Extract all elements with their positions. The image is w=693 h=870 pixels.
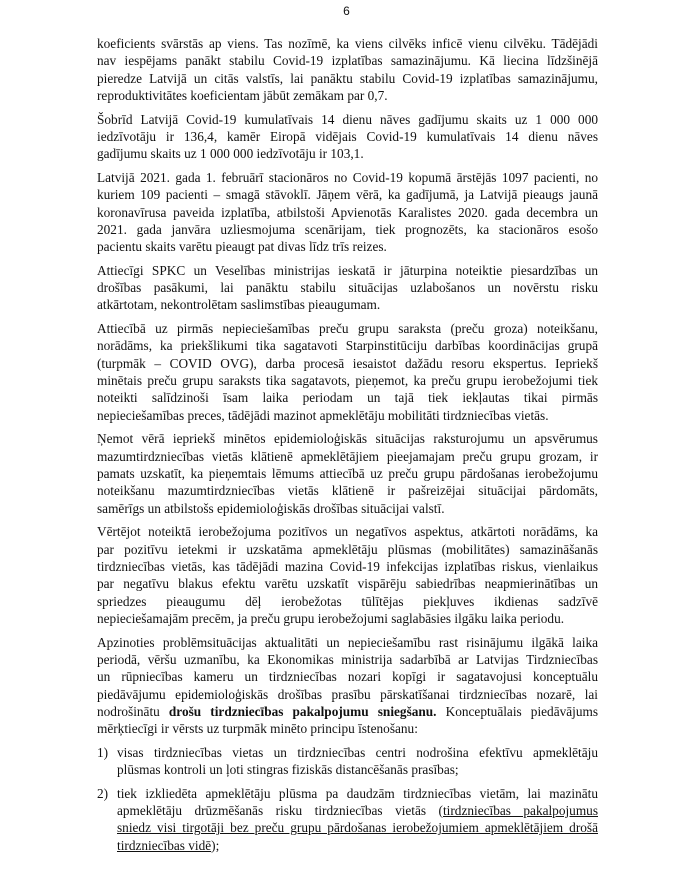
text-line: Attiecībā uz pirmās nepieciešamības preču grupu saraksta (preču groza) noteikšanu, (97, 320, 598, 336)
text-segment: nodrošinātu (97, 704, 169, 720)
text-line: iedzīvotāju ir 136,4, kamēr Eiropā vidējais Covid-19 kumulatīvais 14 dienu nāves (97, 128, 598, 144)
text-line: periodā, vēršu uzmanību, ka Ekonomikas ministrija sadarbībā ar Latvijas Tirdzniecības (97, 651, 598, 667)
text-line: kuriem 109 pacienti – smagā stāvoklī. Jāņem vērā, ka gadījumā, ja Latvijā pieaugs jaunā (97, 187, 598, 203)
text-line: spriedzes pieaugumu dēļ ierobežotas tūlītējas piekļuves ikdienas sadzīvē (97, 593, 598, 609)
text-line: plūsmas kontroli un ļoti stingras fiziskās distancēšanās prasības; (117, 762, 459, 778)
paragraph (97, 35, 598, 105)
text-line: Vērtējot noteiktā ierobežojuma pozitīvos un negatīvos aspektus, atkārtoti norādāms, ka (97, 524, 598, 540)
text-segment: Konceptuālais piedāvājums (436, 704, 599, 720)
text-line: koronavīrusa paveida izplatība, atbilstoši Apvienotās Karalistes 2020. gada decembra un (97, 204, 598, 220)
text-line: piedāvājumu epidemioloģiskās drošības prasību pārskatīšanai tirdzniecības nozarē, lai (97, 686, 598, 702)
text-line: noteikti salīdzinoši īsam laika periodam un tajā tiek iekļautas tikai pirmās (97, 390, 598, 406)
document-body (97, 35, 598, 860)
text-line: Ņemot vērā iepriekš minētos epidemioloģiskās situācijas raksturojumu un apsvērumus (97, 431, 598, 447)
text-line: visas tirdzniecības vietas un tirdzniecības centri nodrošina efektīvu apmeklētāju (117, 744, 598, 760)
text-line: nepieciešamības preces, tādējādi mazinot apmeklētāju mobilitāti tirdzniecības vietās. (97, 407, 549, 423)
paragraph (97, 523, 598, 627)
text-line: mērķtiecīgi ir vērsts uz turpmāk minēto principu īstenošanu: (97, 721, 418, 737)
text-segment: apmeklētāju drūzmēšanās risku tirdzniecības vietās ( (117, 803, 443, 819)
paragraph (97, 320, 598, 424)
text-line: par negatīvu blakus efektu varētu uzskatīt vispārēju sabiedrības neapmierinātības un (97, 576, 598, 592)
text-line (117, 819, 598, 836)
text-line: noteikšanu mazumtirdzniecības vietās klātienē ir pašreizējai situācijai pārdomāts, (97, 483, 598, 499)
paragraph (97, 262, 598, 314)
text-line: un rūpniecības kameru un tirdzniecības nozari kopīgi ir sagatavojusi konceptuālu (97, 669, 598, 685)
paragraph (97, 634, 598, 738)
text-line (117, 802, 598, 819)
text-line: Latvijā 2021. gada 1. februārī stacionāros no Covid-19 kopumā ārstējās 1097 pacienti, no (97, 169, 598, 185)
text-line: norādāms, ka priekšlikumi tika sagatavoti Starpinstitūciju darbības koordinācijas grupā (97, 338, 598, 354)
bold-text: drošu tirdzniecības pakalpojumu sniegšanu. (168, 704, 437, 720)
text-line (117, 837, 598, 854)
paragraph (97, 430, 598, 517)
text-line: 2021. gada janvāra uzliesmojuma scenārijam, tiek prognozēts, ka stacionāros esošo (97, 221, 598, 237)
underlined-text: tirdzniecības vidē (117, 837, 212, 853)
text-line: drošības pasākumi, lai panāktu stabilu situācijas uzlabošanos un novērstu risku (97, 280, 598, 296)
page-number: 6 (343, 4, 350, 18)
list-number: 2) (97, 785, 109, 801)
paragraph (97, 169, 598, 256)
text-line: pieredze Latvijā un citās valstīs, lai panāktu stabilu Covid-19 izplatības samazinājumu, (97, 70, 598, 86)
text-line: Apzinoties problēmsituācijas aktualitāti un nepieciešamību rast risinājumu ilgākā laika (97, 634, 598, 650)
text-line: nav iespējams panākt stabilu Covid-19 izplatības samazinājumu. Kā liecina līdzšinējā (97, 53, 598, 69)
text-line: minētais preču grupu saraksts tika sagatavots, pieņemot, ka preču grupu ierobežojumi tiek (97, 373, 598, 389)
text-line: samērīgs un atbilstošs epidemioloģiskās drošības situācijai valstī. (97, 500, 445, 516)
text-line: pacientu skaits varētu pieaugt pat divas līdz trīs reizes. (97, 239, 387, 255)
text-line (97, 703, 598, 720)
text-segment: ); (211, 837, 220, 853)
text-line: reproduktivitātes koeficientam jābūt zemākam par 0,7. (97, 88, 388, 104)
text-line: gadījumu skaits uz 1 000 000 iedzīvotāju ir 103,1. (97, 146, 364, 162)
text-line: Šobrīd Latvijā Covid-19 kumulatīvais 14 dienu nāves gadījumu skaits uz 1 000 000 (97, 111, 598, 127)
text-line: pamats uzskatīt, ka pieņemtais lēmums attiecībā uz preču grupu pārdošanas ierobežojumu (97, 465, 598, 481)
list-item-text (117, 744, 598, 779)
text-line: (turpmāk – COVID OVG), darba procesā iesaistot dažādu resoru ekspertus. Iepriekš (97, 355, 598, 371)
text-line: koeficients svārstās ap viens. Tas nozīmē, ka viens cilvēks inficē vienu cilvēku. Tādējādi (97, 36, 598, 51)
list-number: 1) (97, 744, 109, 760)
text-line: tiek izkliedēta apmeklētāju plūsma pa daudzām tirdzniecības vietām, lai mazinātu (117, 785, 598, 801)
underlined-text: sniedz visi tirgotāji bez preču grupu pārdošanas ierobežojumiem apmeklētājiem drošā (117, 820, 598, 836)
list-item-text (117, 785, 598, 855)
text-line: mazumtirdzniecības vietās klātienē apmeklētājiem pieejamajam preču grupu grozam, ir (97, 448, 598, 464)
text-line: par pozitīvu ietekmi ir uzskatāma apmeklētāju plūsmas (mobilitātes) samazināšanās (97, 541, 598, 557)
list-item (97, 785, 598, 855)
text-line: Attiecīgi SPKC un Veselības ministrijas ieskatā ir jāturpina noteiktie piesardzības un (97, 262, 598, 278)
list-item (97, 744, 598, 779)
text-line: tirdzniecības vietās, kas tādējādi mazina Covid-19 infekcijas izplatības riskus, vienlaikus (97, 558, 598, 574)
paragraph (97, 111, 598, 163)
text-line: atkārtotam, nekontrolētam saslimstības pieaugumam. (97, 297, 381, 313)
text-line: nepieciešamajām precēm, ja preču grupu ierobežojumi saglabāsies ilgāku laika periodu. (97, 611, 565, 627)
underlined-text: tirdzniecības pakalpojumus (442, 803, 598, 819)
